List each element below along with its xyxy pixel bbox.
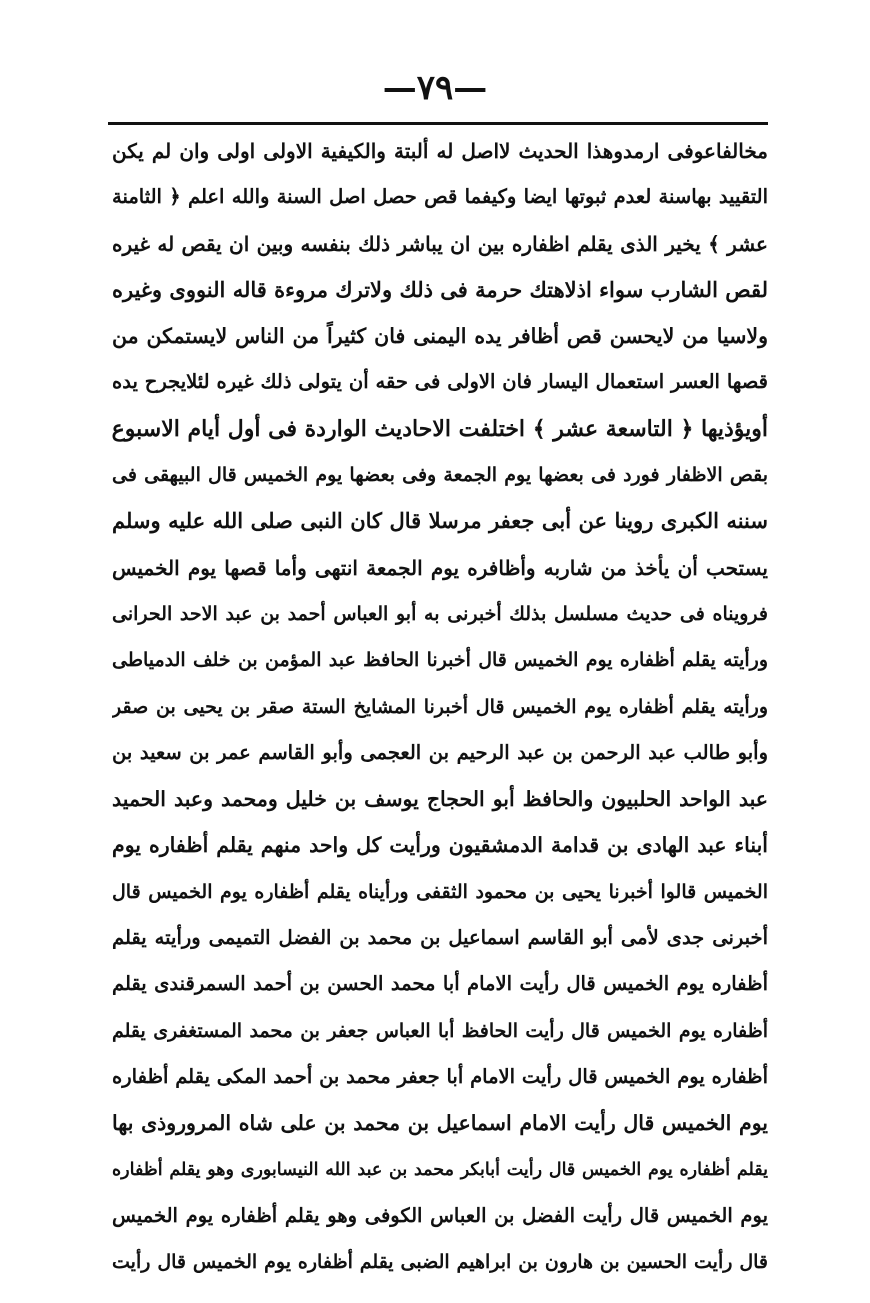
text-line: الخميس قالوا أخبرنا يحيى بن محمود الثقفى ورأيناه يقلم أظفاره يوم الخميس قال (112, 880, 768, 903)
text-line: قصها العسر استعمال اليسار فان الاولى فى حقه أن يتولى ذلك غيره لئلايجرح يده (112, 370, 768, 394)
text-line: التقييد بهاسنة لعدم ثبوتها ايضا وكيفما قص حصل اصل السنة والله اعلم ﴿ الثامنة (112, 185, 768, 209)
page-number: —٧٩— (382, 68, 488, 108)
text-line: يوم الخميس قال رأيت الامام اسماعيل بن محمد بن على شاه المروروذى بها (112, 1111, 768, 1136)
text-line: عبد الواحد الحلبيون والحافظ أبو الحجاج يوسف بن خليل ومحمد وعبد الحميد (112, 787, 768, 812)
text-line: يستحب أن يأخذ من شاربه وأظافره يوم الجمعة انتهى وأما قصها يوم الخميس (112, 555, 768, 580)
text-line: أظفاره يوم الخميس قال رأيت الحافظ أبا العباس جعفر بن محمد المستغفرى يقلم (112, 1019, 768, 1042)
text-line: فرويناه فى حديث مسلسل بذلك أخبرنى به أبو العباس أحمد بن عبد الاحد الحرانى (112, 602, 768, 625)
text-line: أظفاره يوم الخميس قال رأيت الامام أبا محمد الحسن بن أحمد السمرقندى يقلم (112, 972, 768, 996)
text-line: ورأيته يقلم أظفاره يوم الخميس قال أخبرنا الحافظ عبد المؤمن بن خلف الدمياطى (112, 649, 768, 672)
text-line: بقص الاظفار فورد فى بعضها يوم الجمعة وفى بعضها يوم الخميس قال البيهقى فى (112, 464, 768, 487)
header-rule (108, 122, 768, 125)
text-line: ورأيته يقلم أظفاره يوم الخميس قال أخبرنا المشايخ الستة صقر بن يحيى بن صقر (112, 695, 768, 718)
text-line: أبناء عبد الهادى بن قدامة الدمشقيون ورأيت كل واحد منهم يقلم أظفاره يوم (112, 833, 768, 858)
text-line: أظفاره يوم الخميس قال رأيت الامام أبا جعفر محمد بن أحمد المكى يقلم أظفاره (112, 1064, 768, 1088)
text-line: ولاسيا من لايحسن قص أظافر يده اليمنى فان كثيراً من الناس لايستمكن من (112, 324, 768, 349)
text-line: أويؤذيها ﴿ التاسعة عشر ﴾ اختلفت الاحاديث الواردة فى أول أيام الاسبوع (112, 415, 768, 442)
text-line: سننه الكبرى روينا عن أبى جعفر مرسلا قال كان النبى صلى الله عليه وسلم (112, 508, 768, 534)
text-line: أخبرنى جدى لأمى أبو القاسم اسماعيل بن محمد بن الفضل التميمى ورأيته يقلم (112, 926, 768, 950)
text-line: يوم الخميس قال رأيت الفضل بن العباس الكوفى وهو يقلم أظفاره يوم الخميس (112, 1203, 768, 1227)
text-line: عشر ﴾ يخير الذى يقلم اظفاره بين ان يباشر ذلك بنفسه وبين ان يقص له غيره (112, 231, 768, 256)
text-line: مخالفاعوفى ارمدوهذا الحديث لااصل له ألبتة والكيفية الاولى اولى وان لم يكن (112, 139, 768, 163)
text-line: قال رأيت الحسين بن هارون بن ابراهيم الضبى يقلم أظفاره يوم الخميس قال رأيت (112, 1251, 768, 1274)
text-line: وأبو طالب عبد الرحمن بن عبد الرحيم بن العجمى وأبو القاسم عمر بن سعيد بن (112, 740, 768, 764)
text-line: يقلم أظفاره يوم الخميس قال رأيت أبابكر محمد بن عبد الله النيسابورى وهو يقلم أظفاره (112, 1159, 768, 1180)
text-line: لقص الشارب سواء اذلاهتك حرمة فى ذلك ولاترك مروءة قاله النووى وغيره (112, 276, 768, 302)
body-text (112, 128, 768, 1285)
